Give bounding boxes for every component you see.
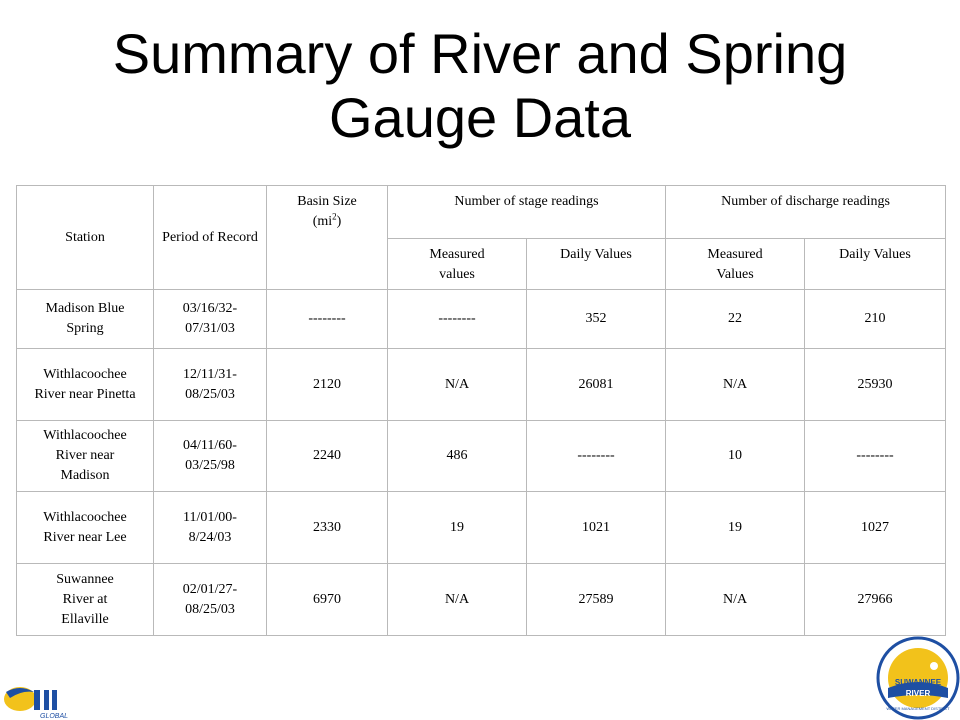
header-stage-measured: Measured values [388, 239, 527, 290]
cell-station: Madison Blue Spring [17, 290, 154, 349]
header-stage-daily: Daily Values [527, 239, 666, 290]
cell-basin: 2330 [267, 492, 388, 564]
cell-stage-measured: N/A [388, 349, 527, 421]
header-period: Period of Record [154, 186, 267, 290]
header-basin [267, 186, 388, 290]
logo-right-text-mid: RIVER [905, 689, 931, 698]
header-basin-label: Basin Size [297, 194, 357, 209]
cell-stage-daily: 1021 [527, 492, 666, 564]
table-row [17, 492, 946, 564]
cell-discharge-measured: N/A [666, 349, 805, 421]
cell-discharge-measured: 10 [666, 421, 805, 492]
cell-discharge-daily: 25930 [805, 349, 946, 421]
cell-stage-daily: 352 [527, 290, 666, 349]
logo-letter-i [44, 690, 49, 710]
cell-basin: 6970 [267, 564, 388, 636]
cell-discharge-measured: 22 [666, 290, 805, 349]
cell-stage-measured: 486 [388, 421, 527, 492]
gauge-data-table [16, 185, 946, 636]
cell-discharge-measured: 19 [666, 492, 805, 564]
cell-station: Suwannee River at Ellaville [17, 564, 154, 636]
cell-period: 03/16/32-07/31/03 [154, 290, 267, 349]
cell-discharge-measured: N/A [666, 564, 805, 636]
header-stage-group: Number of stage readings [388, 186, 666, 239]
header-discharge-measured: Measured Values [666, 239, 805, 290]
table-header-row-1 [17, 186, 946, 239]
cell-stage-measured: -------- [388, 290, 527, 349]
logo-bird-shape [930, 662, 938, 670]
cell-period: 04/11/60-03/25/98 [154, 421, 267, 492]
logo-left-text: GLOBAL [40, 713, 69, 720]
cell-stage-measured: N/A [388, 564, 527, 636]
table-row [17, 564, 946, 636]
table-row [17, 349, 946, 421]
cell-station: Withlacoochee River near Lee [17, 492, 154, 564]
logo-letter-i2 [52, 690, 57, 710]
cell-basin: 2120 [267, 349, 388, 421]
cell-discharge-daily: 1027 [805, 492, 946, 564]
logo-right-text-ring: WATER MANAGEMENT DISTRICT [886, 706, 950, 711]
sdii-global-logo [0, 682, 80, 720]
logo-letter-d [34, 690, 40, 710]
cell-period: 11/01/00-8/24/03 [154, 492, 267, 564]
header-discharge-daily: Daily Values [805, 239, 946, 290]
cell-station: Withlacoochee River near Madison [17, 421, 154, 492]
cell-stage-measured: 19 [388, 492, 527, 564]
cell-stage-daily: 27589 [527, 564, 666, 636]
cell-discharge-daily: 210 [805, 290, 946, 349]
cell-discharge-daily: -------- [805, 421, 946, 492]
title-line-2: Gauge Data [329, 86, 631, 149]
header-station: Station [17, 186, 154, 290]
table-row [17, 290, 946, 349]
suwannee-river-logo [876, 636, 960, 720]
page-title [0, 22, 960, 150]
cell-period: 12/11/31-08/25/03 [154, 349, 267, 421]
cell-stage-daily: 26081 [527, 349, 666, 421]
title-line-1: Summary of River and Spring [112, 22, 848, 85]
header-discharge-group: Number of discharge readings [666, 186, 946, 239]
cell-period: 02/01/27-08/25/03 [154, 564, 267, 636]
cell-station: Withlacoochee River near Pinetta [17, 349, 154, 421]
cell-discharge-daily: 27966 [805, 564, 946, 636]
cell-basin: -------- [267, 290, 388, 349]
header-basin-unit: $(mi^2)$ [312, 211, 342, 229]
table-row [17, 421, 946, 492]
cell-stage-daily: -------- [527, 421, 666, 492]
cell-basin: 2240 [267, 421, 388, 492]
logo-right-text-top: SUWANNEE [894, 678, 942, 687]
